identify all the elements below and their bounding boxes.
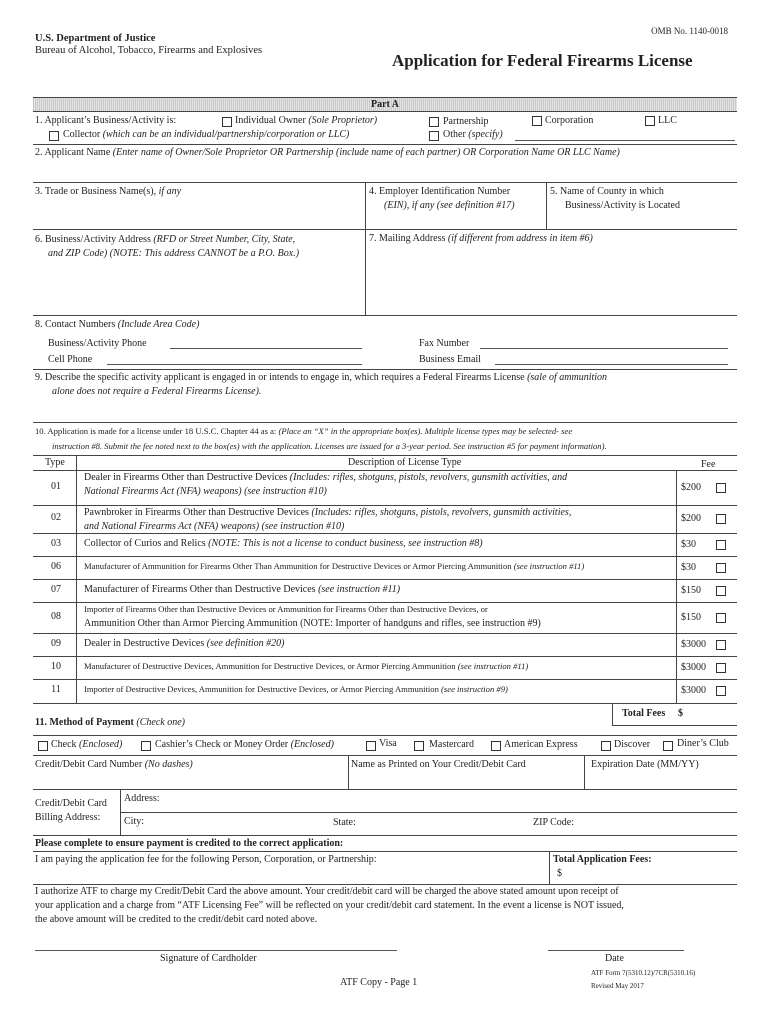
q3-label: 3. Trade or Business Name(s), — [35, 186, 157, 197]
license-description — [84, 638, 285, 649]
divider — [33, 182, 737, 183]
license-description-text: Importer of Firearms Other than Destructive Devices or Ammunition for Firearms Other than Destructive Devices, or — [84, 604, 488, 614]
llc-label: LLC — [658, 115, 677, 126]
divider — [549, 851, 550, 884]
pay-cashier-checkbox[interactable] — [141, 741, 151, 751]
pay-mastercard-checkbox[interactable] — [414, 741, 424, 751]
card-number-note: (No dashes) — [144, 759, 193, 770]
license-description — [84, 561, 584, 571]
table-row-divider — [33, 679, 737, 680]
license-fee: $3000 — [681, 638, 706, 650]
license-fee: $30 — [681, 561, 696, 573]
license-type-checkbox[interactable] — [716, 663, 726, 673]
paying-for-label: I am paying the application fee for the following Person, Corporation, or Partnership: — [35, 854, 377, 865]
city-label: City: — [124, 816, 145, 827]
expiration-field[interactable] — [591, 772, 735, 788]
other-checkbox[interactable] — [429, 131, 439, 141]
total-fees-value: $ — [678, 708, 683, 719]
license-fee: $30 — [681, 538, 696, 550]
license-description-line2: National Firearms Act (NFA) weapons) (see instruction #10) — [84, 486, 327, 497]
license-description-text: Dealer in Firearms Other than Destructive Devices — [84, 472, 288, 483]
collector-note: (which can be an individual/partnership/corporation or LLC) — [102, 129, 350, 140]
pay-amex-label: American Express — [504, 739, 578, 750]
state-field[interactable] — [363, 816, 523, 830]
license-description-note: (see instruction #11) — [457, 660, 529, 671]
pay-visa-checkbox[interactable] — [366, 741, 376, 751]
email-label: Business Email — [419, 354, 481, 365]
license-type-code: 03 — [51, 537, 61, 549]
date-field[interactable] — [548, 950, 684, 951]
divider — [33, 369, 737, 370]
table-row-divider — [33, 556, 737, 557]
license-description — [84, 538, 483, 549]
license-description-line2: Ammunition Other than Armor Piercing Ammunition (NOTE: Importer of handguns and rifles, see instruction #9) — [84, 618, 541, 629]
license-description-note: (Includes: rifles, shotguns, pistols, revolvers, gunsmith activities, and — [289, 472, 568, 483]
q6-label: 6. Business/Activity Address — [35, 234, 151, 245]
license-description-text: Collector of Curios and Relics — [84, 537, 206, 549]
authorization-text-3: the above amount will be credited to the credit/debit card noted above. — [35, 914, 318, 925]
card-number-field[interactable] — [35, 772, 345, 788]
q2-note: (Enter name of Owner/Sole Proprietor OR Partnership (include name of each partner) OR Corporation Name OR LLC Name) — [112, 147, 620, 158]
table-border — [33, 470, 737, 471]
cell-phone-label: Cell Phone — [48, 354, 93, 365]
form-title: Application for Federal Firearms License — [392, 51, 693, 70]
license-fee: $150 — [681, 611, 701, 623]
authorization-text-1: I authorize ATF to charge my Credit/Debit Card the above amount. Your credit/debit card will be charged the above stated amount upon receipt of — [35, 886, 619, 897]
pay-discover-label: Discover — [614, 739, 651, 750]
divider — [584, 755, 585, 789]
license-type-checkbox[interactable] — [716, 686, 726, 696]
col-header-fee: Fee — [701, 459, 716, 470]
license-fee: $3000 — [681, 661, 706, 673]
total-application-fees-label: Total Application Fees: — [553, 854, 652, 865]
signature-field[interactable] — [35, 950, 397, 951]
total-application-fees-value: $ — [557, 868, 562, 879]
corporation-label: Corporation — [545, 115, 594, 126]
individual-owner-note: (Sole Proprietor) — [308, 115, 378, 126]
divider — [365, 229, 366, 315]
license-type-checkbox[interactable] — [716, 563, 726, 573]
state-label: State: — [333, 817, 356, 828]
table-row-divider — [33, 505, 737, 506]
license-description-text: Manufacturer of Ammunition for Firearms Other Than Ammunition for Destructive Devices or Armor Piercing Ammunition — [84, 560, 512, 571]
q11-note: (Check one) — [136, 717, 185, 728]
divider — [33, 422, 737, 423]
license-description — [84, 661, 528, 671]
business-address-field[interactable] — [35, 262, 363, 314]
individual-owner-label: Individual Owner — [235, 115, 306, 126]
license-type-checkbox[interactable] — [716, 640, 726, 650]
divider — [33, 229, 737, 230]
q4-label: 4. Employer Identification Number — [369, 186, 511, 197]
table-border — [33, 703, 737, 704]
part-a-banner — [33, 97, 737, 112]
partnership-label: Partnership — [443, 116, 489, 127]
collector-label: Collector — [63, 129, 101, 140]
q4-note: (EIN), if any (see definition #17) — [384, 200, 515, 211]
billing-label-2: Billing Address: — [35, 812, 101, 823]
other-note: (specify) — [468, 129, 503, 140]
q10-note-2: instruction #8. Submit the fee noted next to the box(es) with the application. Licenses are issued for a 3-year period. See instruction #5 for payment information). — [52, 441, 607, 451]
card-number-label: Credit/Debit Card Number — [35, 759, 143, 770]
business-phone-field[interactable] — [170, 348, 362, 349]
q10-note: (Place an “X” in the appropriate box(es). Multiple license types may be selected- see — [278, 426, 573, 436]
table-border — [33, 455, 737, 456]
q5-label: 5. Name of County in which — [550, 186, 664, 197]
table-border — [612, 725, 737, 726]
license-fee: $200 — [681, 513, 701, 524]
table-border — [612, 703, 613, 725]
license-description-text: Manufacturer of Firearms Other than Destructive Devices — [84, 583, 316, 595]
license-fee: $150 — [681, 584, 701, 596]
footer-revised: Revised May 2017 — [591, 982, 644, 990]
fax-label: Fax Number — [419, 338, 470, 349]
divider — [33, 315, 737, 316]
license-description-note: (see instruction #9) — [441, 684, 508, 694]
fax-field[interactable] — [480, 348, 728, 349]
license-type-checkbox[interactable] — [716, 586, 726, 596]
divider — [348, 755, 349, 789]
license-description-text: Pawnbroker in Firearms Other than Destructive Devices — [84, 507, 309, 518]
q2-label: 2. Applicant Name — [35, 147, 111, 158]
q6-note: (RFD or Street Number, City, State, — [153, 234, 296, 245]
license-description-note: (see definition #20) — [206, 637, 285, 649]
q10-label: 10. Application is made for a license under 18 U.S.C. Chapter 44 as a: — [35, 426, 277, 436]
license-description-line2: and National Firearms Act (NFA) weapons) (see instruction #10) — [84, 521, 345, 532]
paying-for-field[interactable] — [35, 867, 545, 881]
divider — [33, 755, 737, 756]
q5-label-2: Business/Activity is Located — [565, 200, 680, 211]
license-fee: $3000 — [681, 685, 706, 696]
q1-label: 1. Applicant’s Business/Activity is: — [35, 115, 177, 126]
q8-label: 8. Contact Numbers — [35, 319, 116, 330]
table-row-divider — [33, 602, 737, 603]
payment-heading: Please complete to ensure payment is credited to the correct application: — [35, 838, 344, 849]
license-type-code: 11 — [51, 684, 61, 695]
q9-label: 9. Describe the specific activity applicant is engaged in or intends to engage in, which requires a Federal Firearms License — [35, 372, 525, 383]
license-type-code: 02 — [51, 512, 61, 523]
llc-checkbox[interactable] — [645, 116, 655, 126]
applicant-name-field[interactable] — [35, 160, 735, 180]
divider — [33, 789, 737, 790]
license-description-note: (Includes: rifles, shotguns, pistols, revolvers, gunsmith activities, — [311, 507, 572, 518]
q11-label: 11. Method of Payment — [35, 717, 134, 728]
divider — [33, 735, 737, 736]
license-description-text: Manufacturer of Destructive Devices, Ammunition for Destructive Devices, or Armor Piercing Ammunition — [84, 660, 456, 671]
corporation-checkbox[interactable] — [532, 116, 542, 126]
footer-form-number: ATF Form 7(5310.12)/7CR(5310.16) — [591, 969, 696, 977]
other-specify-line[interactable] — [515, 140, 735, 141]
q6-note-2: and ZIP Code) (NOTE: This address CANNOT be a P.O. Box.) — [48, 248, 300, 259]
omb-number: OMB No. 1140-0018 — [651, 26, 728, 36]
zip-label: ZIP Code: — [533, 817, 575, 828]
footer-copy: ATF Copy - Page 1 — [340, 977, 418, 988]
cell-phone-field[interactable] — [107, 364, 362, 365]
license-type-code: 06 — [51, 560, 61, 572]
pay-visa-label: Visa — [379, 738, 397, 749]
pay-cashier-note: (Enclosed) — [290, 739, 334, 750]
table-row-divider — [33, 656, 737, 657]
license-description-text: Dealer in Destructive Devices — [84, 637, 205, 649]
col-header-type: Type — [45, 457, 65, 468]
part-a-label: Part A — [370, 99, 400, 110]
zip-field[interactable] — [583, 816, 733, 830]
billing-label: Credit/Debit Card — [35, 798, 107, 809]
license-type-checkbox[interactable] — [716, 540, 726, 550]
name-on-card-field[interactable] — [351, 772, 581, 788]
pay-diners-label: Diner’s Club — [677, 738, 729, 749]
pay-check-checkbox[interactable] — [38, 741, 48, 751]
table-row-divider — [33, 533, 737, 534]
q7-note: (if different from address in item #6) — [447, 233, 593, 244]
col-header-description: Description of License Type — [348, 457, 462, 468]
divider — [365, 182, 366, 229]
signature-label: Signature of Cardholder — [160, 953, 257, 964]
bureau-name: Bureau of Alcohol, Tobacco, Firearms and Explosives — [35, 45, 263, 56]
license-description — [84, 684, 508, 694]
q3-note: if any — [158, 186, 182, 197]
license-description — [84, 584, 400, 595]
trade-name-field[interactable] — [35, 198, 363, 228]
license-description-note: (see instruction #11) — [318, 583, 401, 595]
individual-owner-checkbox[interactable] — [222, 117, 232, 127]
q9-note-2: alone does not require a Federal Firearms License). — [52, 386, 262, 397]
license-type-code: 01 — [51, 480, 61, 492]
pay-check-label: Check — [51, 739, 77, 750]
name-on-card-label: Name as Printed on Your Credit/Debit Card — [351, 759, 526, 770]
department-name: U.S. Department of Justice — [35, 33, 156, 44]
license-type-code: 08 — [51, 610, 61, 622]
license-type-checkbox[interactable] — [716, 514, 726, 524]
pay-discover-checkbox[interactable] — [601, 741, 611, 751]
other-label: Other — [443, 129, 466, 140]
table-row-divider — [33, 633, 737, 634]
pay-check-note: (Enclosed) — [79, 739, 123, 750]
pay-cashier-label: Cashier’s Check or Money Order — [155, 739, 289, 750]
license-description-note: (NOTE: This is not a license to conduct business, see instruction #8) — [208, 537, 483, 549]
city-field[interactable] — [150, 816, 320, 830]
partnership-checkbox[interactable] — [429, 117, 439, 127]
license-description-text: Importer of Destructive Devices, Ammunition for Destructive Devices, or Armor Piercing Ammunition — [84, 684, 439, 694]
license-type-code: 10 — [51, 660, 61, 672]
q7-label: 7. Mailing Address — [369, 233, 446, 244]
license-type-checkbox[interactable] — [716, 613, 726, 623]
divider — [120, 812, 737, 813]
expiration-label: Expiration Date (MM/YY) — [591, 759, 699, 770]
license-description — [84, 604, 488, 614]
pay-mastercard-label: Mastercard — [429, 739, 474, 750]
license-type-checkbox[interactable] — [716, 483, 726, 493]
q9-note: (sale of ammunition — [527, 372, 608, 383]
license-description-note: (see instruction #11) — [513, 560, 585, 571]
pay-amex-checkbox[interactable] — [491, 741, 501, 751]
activity-description-field[interactable] — [35, 399, 735, 421]
email-field[interactable] — [495, 364, 728, 365]
divider — [33, 835, 737, 836]
date-label: Date — [605, 953, 624, 964]
license-fee: $200 — [681, 481, 701, 493]
table-row-divider — [33, 579, 737, 580]
divider — [33, 144, 737, 145]
divider — [33, 884, 737, 885]
divider — [33, 851, 737, 852]
address-label: Address: — [124, 793, 160, 804]
business-phone-label: Business/Activity Phone — [48, 338, 147, 349]
license-type-code: 09 — [51, 637, 61, 649]
pay-diners-checkbox[interactable] — [663, 741, 673, 751]
license-description — [84, 472, 567, 483]
collector-checkbox[interactable] — [49, 131, 59, 141]
license-type-code: 07 — [51, 583, 61, 595]
authorization-text-2: your application and a charge from “ATF Licensing Fee” will be reflected on your credit/debit card statement. In the event a license is NOT issued, — [35, 900, 624, 911]
billing-address-field[interactable] — [160, 793, 735, 807]
divider — [546, 182, 547, 229]
q8-note: (Include Area Code) — [117, 319, 200, 330]
license-description — [84, 507, 571, 518]
mailing-address-field[interactable] — [369, 248, 735, 314]
total-fees-label: Total Fees — [622, 708, 666, 719]
